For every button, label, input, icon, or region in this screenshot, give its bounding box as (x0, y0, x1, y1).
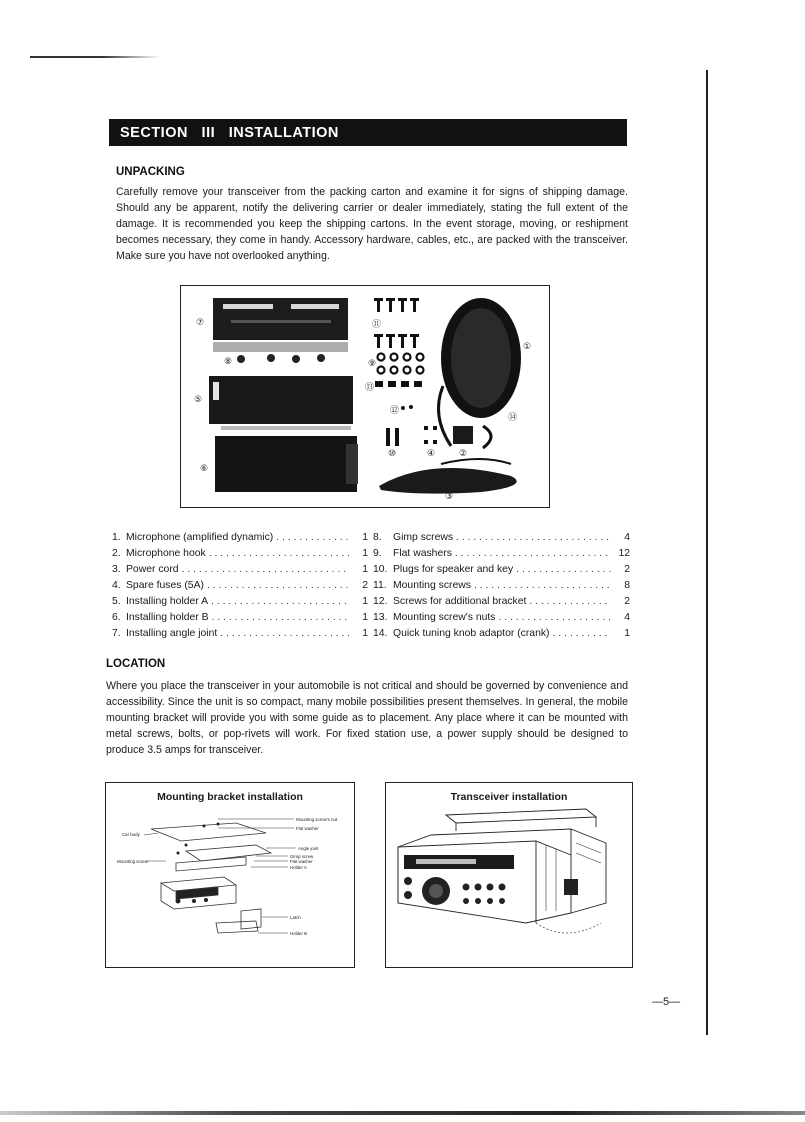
label-latch: Latch (290, 915, 301, 920)
section-title: SECTION III INSTALLATION (120, 124, 339, 141)
callout-3: ③ (445, 491, 454, 501)
callout-4: ④ (427, 448, 436, 458)
list-item: 3. Power cord . . . 1 (112, 562, 368, 578)
list-item: 7. Installing angle joint . . . 1 (112, 626, 368, 642)
list-item: 10. Plugs for speaker and key . . . 2 (373, 562, 630, 578)
accessories-illustration (181, 286, 549, 507)
list-item: 1. Microphone (amplified dynamic) . . . 1 (112, 530, 368, 546)
page-number: —5— (652, 996, 681, 1008)
unpacking-heading: UNPACKING (116, 166, 185, 178)
scan-mark-bottom (0, 1111, 805, 1115)
label-holder-b: Holder B (290, 931, 308, 936)
label-angle-joint: Angle joint (298, 846, 319, 851)
list-item: 9. Flat washers . . . 12 (373, 546, 630, 562)
callout-6: ⑥ (200, 463, 209, 473)
label-flat-washer-top: Flat washer (296, 826, 319, 831)
label-flat-washer: Flat washer (290, 859, 313, 864)
list-item: 2. Microphone hook . . . 1 (112, 546, 368, 562)
callout-8: ⑧ (224, 356, 233, 366)
location-heading: LOCATION (106, 658, 166, 670)
mounting-bracket-drawing (106, 783, 354, 967)
callout-10: ⑩ (388, 448, 397, 458)
label-car-body: Car body (122, 832, 140, 837)
list-item: 13. Mounting screw's nuts . . . 4 (373, 610, 630, 626)
list-item: 8. Gimp screws . . . 4 (373, 530, 630, 546)
list-item: 5. Installing holder A . . . 1 (112, 594, 368, 610)
figure-title: Transceiver installation (450, 791, 568, 803)
figure-title: Mounting bracket installation (157, 791, 303, 803)
mounting-bracket-figure (105, 782, 355, 968)
list-item: 14. Quick tuning knob adaptor (crank) . . . 1 (373, 626, 630, 642)
label-gimp-screw: Gimp screw (290, 854, 314, 859)
callout-14: ⑭ (508, 412, 518, 422)
section-header (109, 119, 627, 146)
transceiver-drawing (386, 783, 632, 967)
page-edge-line (706, 70, 708, 1035)
label-mounting-screw-nut: Mounting screw's nut (296, 817, 338, 822)
accessories-photo (180, 285, 550, 508)
callout-11: ⑪ (372, 319, 382, 329)
callout-7: ⑦ (196, 317, 205, 327)
scan-mark-top (30, 56, 160, 58)
list-item: 4. Spare fuses (5A) . . . 2 (112, 578, 368, 594)
callout-9: ⑨ (368, 358, 377, 368)
list-item: 12. Screws for additional bracket . . . 2 (373, 594, 630, 610)
callout-13: ⑬ (365, 382, 375, 392)
list-item: 6. Installing holder B . . . 1 (112, 610, 368, 626)
label-mounting-screw: Mounting screw (117, 859, 148, 864)
label-holder-a: Holder A (290, 865, 307, 870)
callout-2: ② (459, 448, 468, 458)
unpacking-text: Carefully remove your transceiver from the packing carton and examine it for signs of shipping damage. Should any be apparent, notify the delivering carrier or dealer immediately, stating the full extent of the damage. It is recommended you keep the shipping cartons. In the event storage, moving, or reshipment becomes necessary, they come in handy. Accessory hardware, cables, etc., are packed with the transceiver. Make sure you have not overlooked anything. (116, 186, 628, 262)
callout-12: ⑫ (390, 405, 400, 415)
location-text: Where you place the transceiver in your automobile is not critical and should be governed by convenience and accessibility. Since the unit is so compact, many mobile possibilities present themselves. In general, the mobile mounting bracket will provide you with some guide as to placement. Any place where it can be mounted with metal screws, bolts, or pop-rivets will work. For fixed station use, a power supply should be designed to produce 3.5 amps for transceiver. (106, 680, 628, 756)
list-item: 11. Mounting screws . . . 8 (373, 578, 630, 594)
transceiver-installation-figure (385, 782, 633, 968)
callout-1: ① (523, 341, 532, 351)
callout-5: ⑤ (194, 394, 203, 404)
